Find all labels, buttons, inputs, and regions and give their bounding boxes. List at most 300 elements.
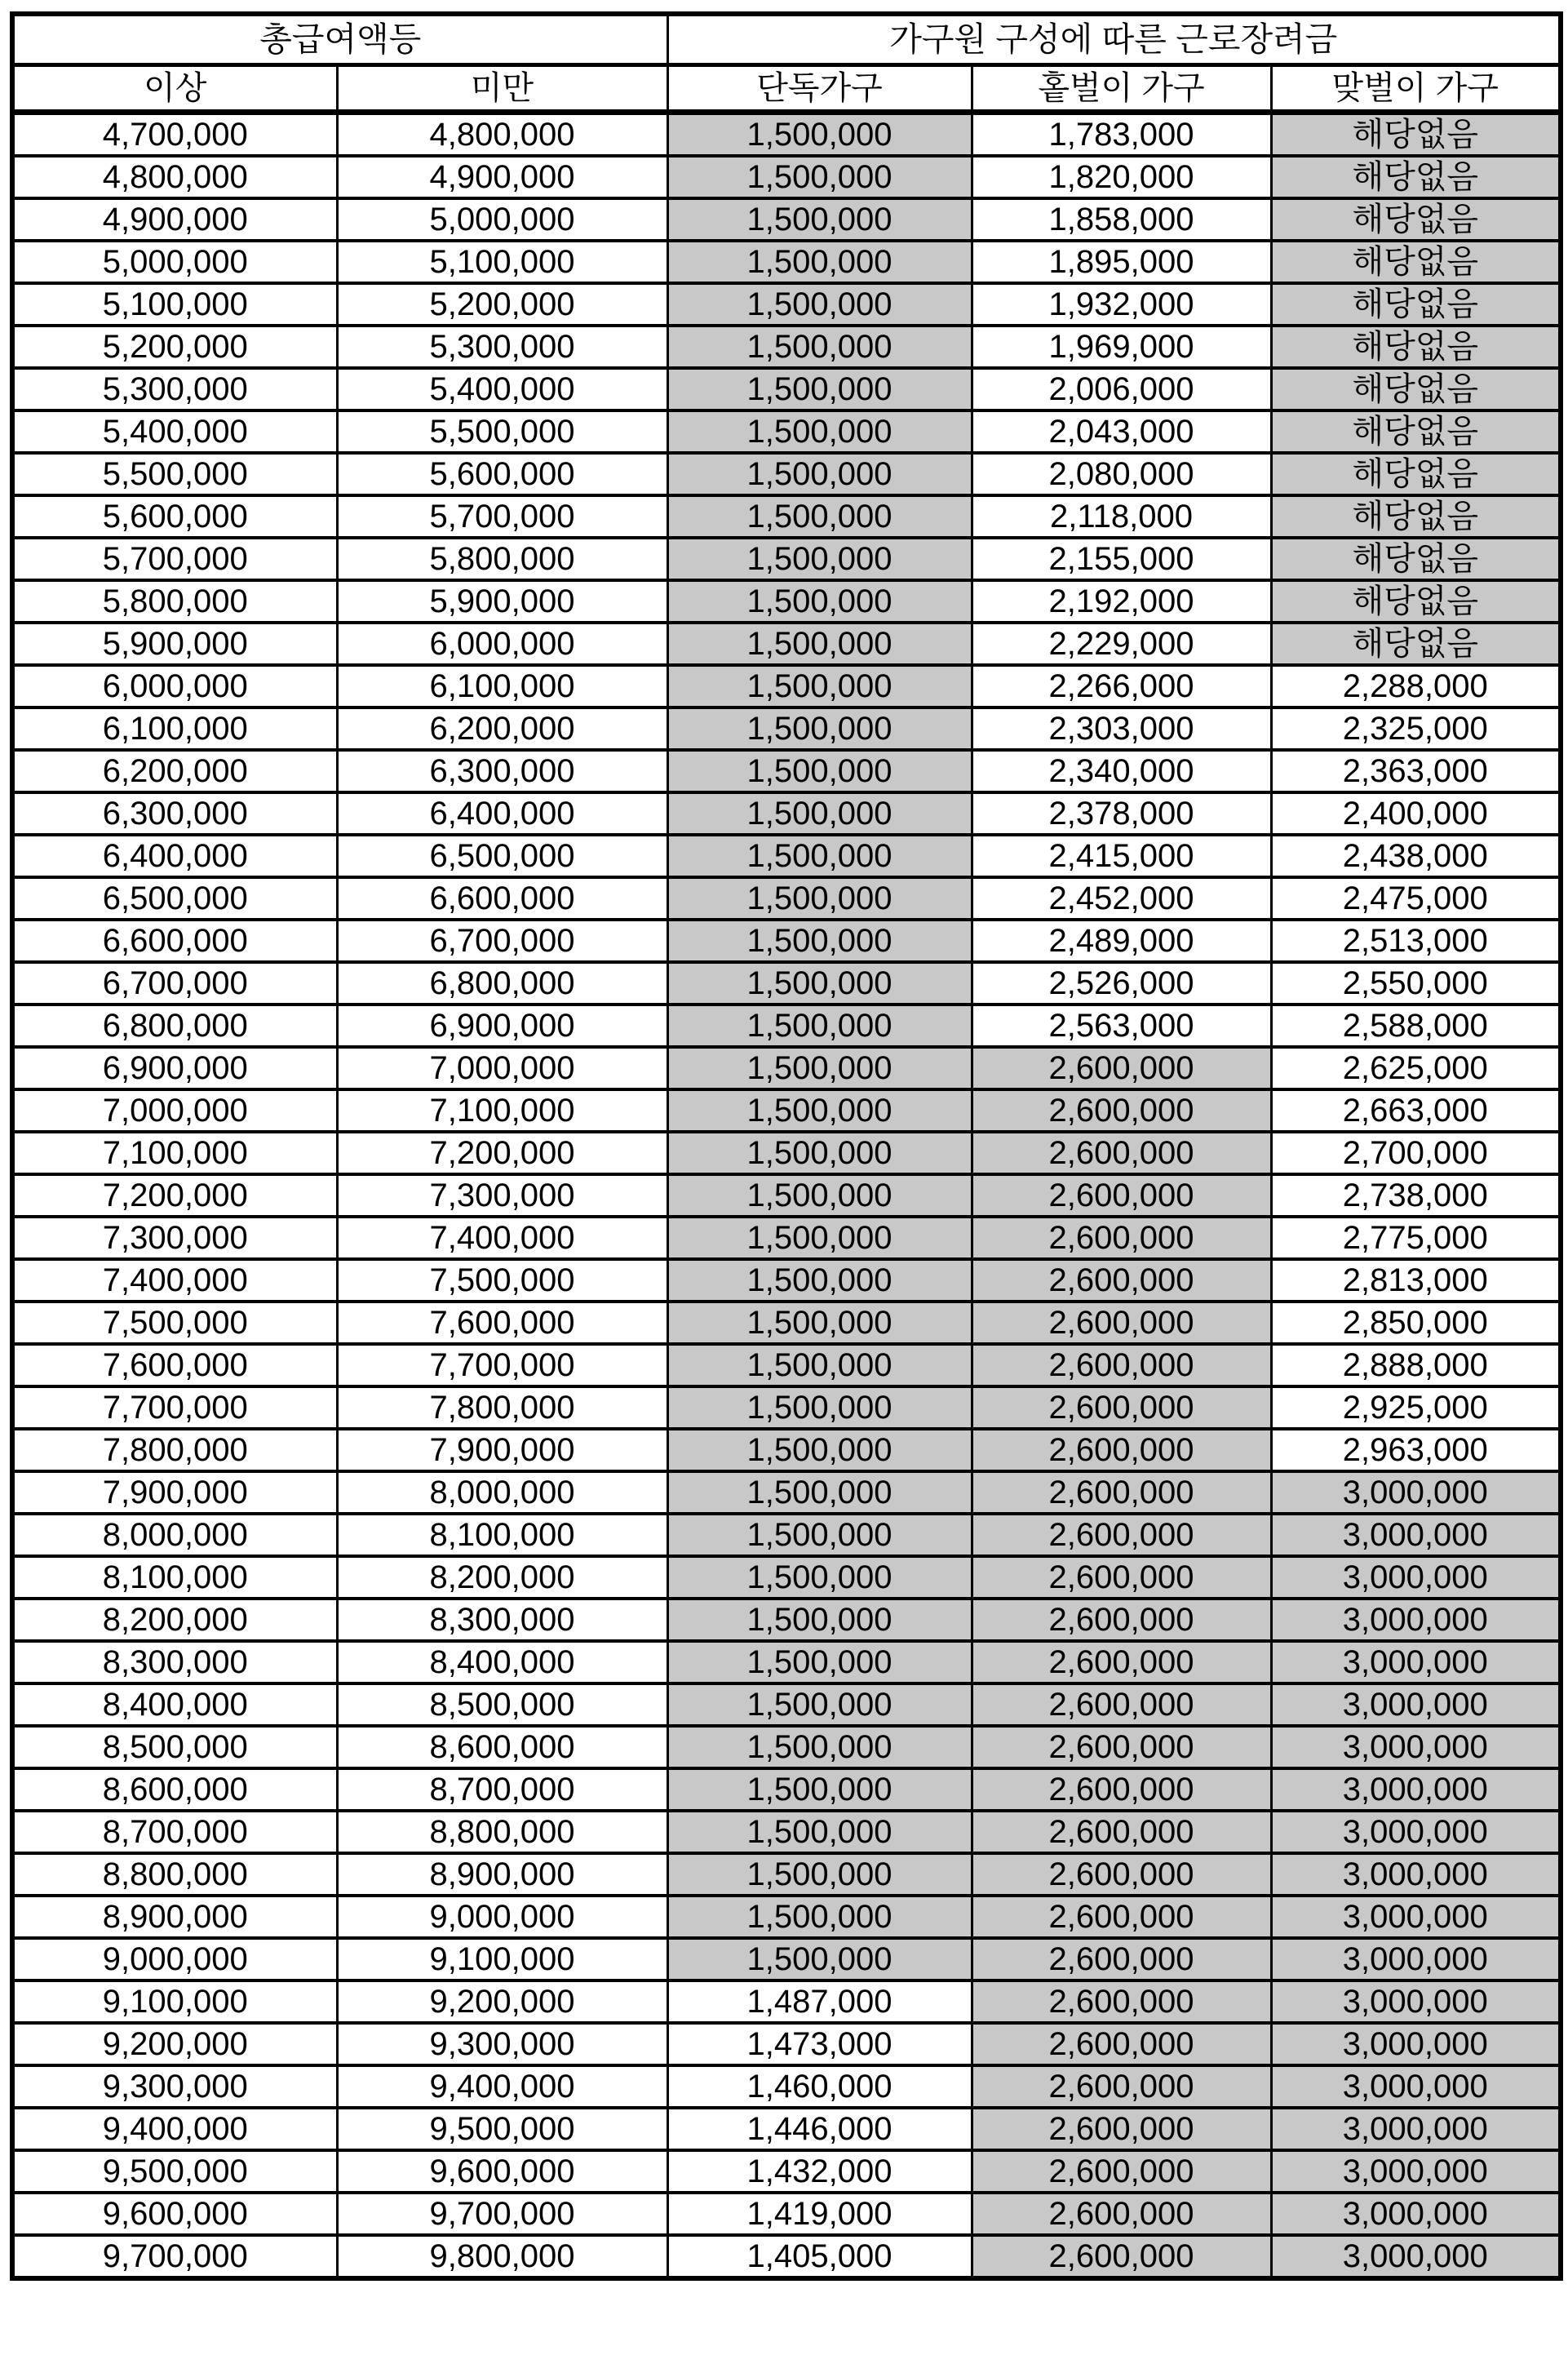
table-row [12, 1811, 1561, 1853]
cell-single-household: 1,500,000 [667, 1683, 972, 1726]
cell-dual-earner-household: 3,000,000 [1271, 1556, 1561, 1599]
table-row [12, 1132, 1561, 1174]
cell-income-min: 9,600,000 [12, 2193, 337, 2235]
cell-dual-earner-household: 2,738,000 [1271, 1174, 1561, 1217]
cell-dual-earner-household: 2,325,000 [1271, 707, 1561, 750]
cell-single-household: 1,500,000 [667, 835, 972, 877]
cell-dual-earner-household: 2,438,000 [1271, 835, 1561, 877]
table-row [12, 368, 1561, 410]
cell-single-earner-household: 1,969,000 [972, 326, 1271, 368]
cell-single-household: 1,419,000 [667, 2193, 972, 2235]
cell-single-earner-household: 2,600,000 [972, 2150, 1271, 2193]
cell-single-earner-household: 2,452,000 [972, 877, 1271, 920]
cell-single-household: 1,500,000 [667, 580, 972, 623]
cell-single-earner-household: 2,600,000 [972, 1599, 1271, 1641]
cell-single-earner-household: 2,006,000 [972, 368, 1271, 410]
column-header-income-min: 이상 [12, 65, 337, 113]
table-row [12, 1471, 1561, 1514]
cell-income-max: 7,400,000 [337, 1217, 667, 1259]
cell-income-max: 5,800,000 [337, 538, 667, 580]
table-row [12, 1217, 1561, 1259]
cell-single-earner-household: 2,600,000 [972, 2235, 1271, 2278]
cell-dual-earner-household: 3,000,000 [1271, 2065, 1561, 2108]
cell-income-max: 5,900,000 [337, 580, 667, 623]
cell-income-min: 5,900,000 [12, 623, 337, 665]
cell-income-max: 8,400,000 [337, 1641, 667, 1683]
table-row [12, 198, 1561, 241]
cell-single-earner-household: 2,600,000 [972, 1683, 1271, 1726]
cell-dual-earner-household: 2,888,000 [1271, 1344, 1561, 1386]
cell-income-max: 7,900,000 [337, 1429, 667, 1471]
cell-single-earner-household: 2,600,000 [972, 1726, 1271, 1768]
table-row [12, 792, 1561, 835]
column-header-dual-earner-household: 맞벌이 가구 [1271, 65, 1561, 113]
table-row [12, 665, 1561, 707]
cell-income-max: 5,600,000 [337, 453, 667, 495]
cell-income-min: 8,900,000 [12, 1896, 337, 1938]
cell-dual-earner-household: 해당없음 [1271, 198, 1561, 241]
cell-single-household: 1,500,000 [667, 665, 972, 707]
cell-income-max: 8,900,000 [337, 1853, 667, 1896]
cell-income-min: 7,600,000 [12, 1344, 337, 1386]
cell-dual-earner-household: 3,000,000 [1271, 2235, 1561, 2278]
cell-dual-earner-household: 해당없음 [1271, 580, 1561, 623]
cell-income-min: 7,800,000 [12, 1429, 337, 1471]
cell-dual-earner-household: 3,000,000 [1271, 1768, 1561, 1811]
cell-dual-earner-household: 3,000,000 [1271, 1938, 1561, 1980]
cell-income-max: 9,700,000 [337, 2193, 667, 2235]
cell-income-max: 4,900,000 [337, 156, 667, 198]
cell-income-min: 4,700,000 [12, 113, 337, 157]
cell-income-max: 8,600,000 [337, 1726, 667, 1768]
cell-single-earner-household: 2,600,000 [972, 2065, 1271, 2108]
cell-dual-earner-household: 2,700,000 [1271, 1132, 1561, 1174]
cell-dual-earner-household: 2,813,000 [1271, 1259, 1561, 1302]
cell-single-household: 1,500,000 [667, 1429, 972, 1471]
cell-single-earner-household: 2,600,000 [972, 1174, 1271, 1217]
table-row [12, 1514, 1561, 1556]
cell-income-max: 9,000,000 [337, 1896, 667, 1938]
cell-dual-earner-household: 3,000,000 [1271, 1683, 1561, 1726]
table-row [12, 1853, 1561, 1896]
cell-dual-earner-household: 2,775,000 [1271, 1217, 1561, 1259]
cell-income-max: 4,800,000 [337, 113, 667, 157]
cell-income-max: 9,200,000 [337, 1980, 667, 2023]
cell-income-min: 5,500,000 [12, 453, 337, 495]
cell-single-household: 1,500,000 [667, 1514, 972, 1556]
cell-income-min: 7,300,000 [12, 1217, 337, 1259]
table-row [12, 877, 1561, 920]
cell-dual-earner-household: 3,000,000 [1271, 1980, 1561, 2023]
cell-single-earner-household: 2,043,000 [972, 410, 1271, 453]
cell-single-earner-household: 2,489,000 [972, 920, 1271, 962]
cell-single-earner-household: 2,600,000 [972, 1047, 1271, 1089]
table-row [12, 962, 1561, 1005]
cell-income-min: 5,600,000 [12, 495, 337, 538]
cell-single-earner-household: 1,783,000 [972, 113, 1271, 157]
cell-income-min: 6,100,000 [12, 707, 337, 750]
table-row [12, 326, 1561, 368]
cell-dual-earner-household: 해당없음 [1271, 538, 1561, 580]
cell-single-household: 1,500,000 [667, 877, 972, 920]
cell-income-min: 6,200,000 [12, 750, 337, 792]
cell-income-min: 8,500,000 [12, 1726, 337, 1768]
table-row [12, 156, 1561, 198]
cell-single-earner-household: 2,600,000 [972, 1344, 1271, 1386]
table-row [12, 1386, 1561, 1429]
document-page [0, 11, 1568, 2364]
cell-single-earner-household: 2,600,000 [972, 1853, 1271, 1896]
table-row [12, 750, 1561, 792]
cell-single-household: 1,500,000 [667, 283, 972, 326]
table-row [12, 1344, 1561, 1386]
cell-single-household: 1,500,000 [667, 1047, 972, 1089]
cell-income-min: 5,700,000 [12, 538, 337, 580]
table-row [12, 1047, 1561, 1089]
cell-single-earner-household: 2,600,000 [972, 1896, 1271, 1938]
table-row [12, 1599, 1561, 1641]
cell-single-earner-household: 2,600,000 [972, 2023, 1271, 2065]
cell-income-max: 9,400,000 [337, 2065, 667, 2108]
cell-income-max: 6,100,000 [337, 665, 667, 707]
cell-income-min: 7,000,000 [12, 1089, 337, 1132]
table-row [12, 538, 1561, 580]
cell-income-min: 9,100,000 [12, 1980, 337, 2023]
cell-income-max: 5,700,000 [337, 495, 667, 538]
cell-single-household: 1,405,000 [667, 2235, 972, 2278]
cell-dual-earner-household: 2,513,000 [1271, 920, 1561, 962]
header-total-income-group: 총급여액등 [12, 14, 667, 65]
table-row [12, 2235, 1561, 2278]
table-row [12, 113, 1561, 157]
table-row [12, 1089, 1561, 1132]
cell-dual-earner-household: 3,000,000 [1271, 1896, 1561, 1938]
table-row [12, 2065, 1561, 2108]
cell-dual-earner-household: 해당없음 [1271, 241, 1561, 283]
cell-income-max: 6,400,000 [337, 792, 667, 835]
cell-income-max: 6,700,000 [337, 920, 667, 962]
cell-dual-earner-household: 해당없음 [1271, 368, 1561, 410]
cell-single-household: 1,500,000 [667, 241, 972, 283]
cell-single-household: 1,500,000 [667, 156, 972, 198]
cell-income-min: 6,800,000 [12, 1005, 337, 1047]
cell-single-earner-household: 2,563,000 [972, 1005, 1271, 1047]
cell-income-min: 7,200,000 [12, 1174, 337, 1217]
table-row [12, 2193, 1561, 2235]
table-header [12, 14, 1561, 113]
cell-income-max: 7,800,000 [337, 1386, 667, 1429]
cell-single-earner-household: 2,080,000 [972, 453, 1271, 495]
cell-dual-earner-household: 2,363,000 [1271, 750, 1561, 792]
cell-single-household: 1,500,000 [667, 1089, 972, 1132]
cell-income-min: 9,000,000 [12, 1938, 337, 1980]
cell-single-household: 1,432,000 [667, 2150, 972, 2193]
cell-income-max: 7,000,000 [337, 1047, 667, 1089]
cell-income-max: 6,200,000 [337, 707, 667, 750]
cell-single-earner-household: 2,600,000 [972, 1259, 1271, 1302]
cell-dual-earner-household: 2,663,000 [1271, 1089, 1561, 1132]
cell-single-household: 1,500,000 [667, 1896, 972, 1938]
cell-single-earner-household: 2,600,000 [972, 1556, 1271, 1599]
cell-income-max: 8,100,000 [337, 1514, 667, 1556]
cell-single-household: 1,500,000 [667, 792, 972, 835]
cell-income-min: 9,700,000 [12, 2235, 337, 2278]
cell-income-min: 7,500,000 [12, 1302, 337, 1344]
cell-single-household: 1,500,000 [667, 326, 972, 368]
table-row [12, 2108, 1561, 2150]
cell-income-max: 6,000,000 [337, 623, 667, 665]
cell-dual-earner-household: 3,000,000 [1271, 1471, 1561, 1514]
cell-income-max: 9,500,000 [337, 2108, 667, 2150]
cell-single-household: 1,460,000 [667, 2065, 972, 2108]
table-row [12, 1896, 1561, 1938]
cell-dual-earner-household: 3,000,000 [1271, 2193, 1561, 2235]
header-credit-by-household-group: 가구원 구성에 따른 근로장려금 [667, 14, 1561, 65]
cell-single-earner-household: 2,266,000 [972, 665, 1271, 707]
cell-single-earner-household: 2,415,000 [972, 835, 1271, 877]
cell-income-max: 8,200,000 [337, 1556, 667, 1599]
cell-dual-earner-household: 3,000,000 [1271, 1514, 1561, 1556]
cell-dual-earner-household: 2,588,000 [1271, 1005, 1561, 1047]
cell-single-earner-household: 2,600,000 [972, 1386, 1271, 1429]
cell-income-max: 5,000,000 [337, 198, 667, 241]
cell-single-earner-household: 2,600,000 [972, 1768, 1271, 1811]
cell-income-max: 6,600,000 [337, 877, 667, 920]
cell-income-min: 6,700,000 [12, 962, 337, 1005]
cell-single-household: 1,500,000 [667, 920, 972, 962]
cell-income-max: 6,900,000 [337, 1005, 667, 1047]
table-row [12, 835, 1561, 877]
cell-dual-earner-household: 2,850,000 [1271, 1302, 1561, 1344]
cell-income-min: 8,100,000 [12, 1556, 337, 1599]
cell-income-max: 8,800,000 [337, 1811, 667, 1853]
cell-income-min: 8,400,000 [12, 1683, 337, 1726]
cell-income-min: 6,600,000 [12, 920, 337, 962]
cell-dual-earner-household: 해당없음 [1271, 410, 1561, 453]
cell-dual-earner-household: 2,963,000 [1271, 1429, 1561, 1471]
cell-income-min: 6,900,000 [12, 1047, 337, 1089]
cell-income-min: 7,700,000 [12, 1386, 337, 1429]
cell-income-min: 5,300,000 [12, 368, 337, 410]
cell-income-max: 8,300,000 [337, 1599, 667, 1641]
cell-single-household: 1,500,000 [667, 1641, 972, 1683]
cell-single-household: 1,500,000 [667, 453, 972, 495]
eitc-payment-table [10, 11, 1563, 2281]
cell-income-min: 6,000,000 [12, 665, 337, 707]
table-row [12, 1302, 1561, 1344]
cell-dual-earner-household: 3,000,000 [1271, 1811, 1561, 1853]
cell-income-min: 7,900,000 [12, 1471, 337, 1514]
cell-income-max: 7,700,000 [337, 1344, 667, 1386]
cell-single-household: 1,500,000 [667, 1726, 972, 1768]
cell-income-min: 8,600,000 [12, 1768, 337, 1811]
cell-single-household: 1,500,000 [667, 1217, 972, 1259]
cell-income-max: 7,100,000 [337, 1089, 667, 1132]
table-row [12, 1174, 1561, 1217]
cell-single-earner-household: 2,600,000 [972, 1471, 1271, 1514]
cell-income-max: 9,100,000 [337, 1938, 667, 1980]
cell-single-earner-household: 2,600,000 [972, 1302, 1271, 1344]
cell-single-household: 1,500,000 [667, 1302, 972, 1344]
table-row [12, 283, 1561, 326]
table-row [12, 920, 1561, 962]
cell-single-earner-household: 2,600,000 [972, 2193, 1271, 2235]
cell-single-earner-household: 2,600,000 [972, 1811, 1271, 1853]
table-row [12, 1683, 1561, 1726]
cell-single-household: 1,500,000 [667, 1853, 972, 1896]
cell-single-household: 1,500,000 [667, 1768, 972, 1811]
column-header-single-earner-household: 홑벌이 가구 [972, 65, 1271, 113]
cell-dual-earner-household: 해당없음 [1271, 283, 1561, 326]
cell-single-household: 1,473,000 [667, 2023, 972, 2065]
cell-single-household: 1,500,000 [667, 750, 972, 792]
cell-single-earner-household: 2,600,000 [972, 1980, 1271, 2023]
cell-single-earner-household: 2,600,000 [972, 1429, 1271, 1471]
cell-income-min: 5,000,000 [12, 241, 337, 283]
cell-single-earner-household: 2,192,000 [972, 580, 1271, 623]
cell-income-max: 5,500,000 [337, 410, 667, 453]
header-columns-row [12, 65, 1561, 113]
table-row [12, 1259, 1561, 1302]
cell-income-min: 8,000,000 [12, 1514, 337, 1556]
cell-single-earner-household: 2,118,000 [972, 495, 1271, 538]
cell-single-earner-household: 2,340,000 [972, 750, 1271, 792]
cell-income-min: 7,400,000 [12, 1259, 337, 1302]
cell-income-max: 8,500,000 [337, 1683, 667, 1726]
cell-income-min: 5,200,000 [12, 326, 337, 368]
cell-single-household: 1,500,000 [667, 1471, 972, 1514]
cell-income-min: 9,400,000 [12, 2108, 337, 2150]
cell-single-household: 1,500,000 [667, 623, 972, 665]
cell-single-household: 1,500,000 [667, 1938, 972, 1980]
cell-dual-earner-household: 2,625,000 [1271, 1047, 1561, 1089]
cell-single-household: 1,500,000 [667, 198, 972, 241]
table-row [12, 707, 1561, 750]
table-row [12, 2150, 1561, 2193]
cell-income-min: 4,800,000 [12, 156, 337, 198]
cell-single-earner-household: 2,526,000 [972, 962, 1271, 1005]
cell-single-earner-household: 2,600,000 [972, 1938, 1271, 1980]
cell-single-earner-household: 2,229,000 [972, 623, 1271, 665]
cell-income-max: 5,400,000 [337, 368, 667, 410]
cell-dual-earner-household: 2,925,000 [1271, 1386, 1561, 1429]
cell-single-household: 1,446,000 [667, 2108, 972, 2150]
cell-single-household: 1,500,000 [667, 538, 972, 580]
cell-income-max: 6,300,000 [337, 750, 667, 792]
cell-single-household: 1,500,000 [667, 1556, 972, 1599]
header-group-row [12, 14, 1561, 65]
cell-single-earner-household: 2,600,000 [972, 1089, 1271, 1132]
cell-dual-earner-household: 3,000,000 [1271, 2108, 1561, 2150]
cell-single-earner-household: 2,600,000 [972, 1217, 1271, 1259]
cell-income-max: 5,100,000 [337, 241, 667, 283]
cell-single-earner-household: 2,600,000 [972, 1514, 1271, 1556]
cell-single-earner-household: 1,858,000 [972, 198, 1271, 241]
cell-income-max: 6,500,000 [337, 835, 667, 877]
cell-income-max: 9,800,000 [337, 2235, 667, 2278]
cell-income-max: 9,600,000 [337, 2150, 667, 2193]
cell-dual-earner-household: 해당없음 [1271, 326, 1561, 368]
cell-single-earner-household: 1,820,000 [972, 156, 1271, 198]
table-row [12, 1726, 1561, 1768]
cell-dual-earner-household: 3,000,000 [1271, 2023, 1561, 2065]
table-row [12, 1556, 1561, 1599]
table-row [12, 580, 1561, 623]
cell-income-max: 8,000,000 [337, 1471, 667, 1514]
cell-income-min: 5,100,000 [12, 283, 337, 326]
cell-income-min: 9,200,000 [12, 2023, 337, 2065]
cell-single-earner-household: 1,932,000 [972, 283, 1271, 326]
cell-dual-earner-household: 3,000,000 [1271, 1599, 1561, 1641]
cell-dual-earner-household: 3,000,000 [1271, 2150, 1561, 2193]
cell-single-household: 1,500,000 [667, 1259, 972, 1302]
cell-income-max: 5,300,000 [337, 326, 667, 368]
cell-dual-earner-household: 해당없음 [1271, 156, 1561, 198]
cell-income-min: 8,300,000 [12, 1641, 337, 1683]
table-row [12, 1429, 1561, 1471]
table-row [12, 241, 1561, 283]
cell-income-min: 4,900,000 [12, 198, 337, 241]
cell-single-household: 1,500,000 [667, 410, 972, 453]
cell-dual-earner-household: 2,475,000 [1271, 877, 1561, 920]
cell-single-earner-household: 2,378,000 [972, 792, 1271, 835]
cell-income-max: 5,200,000 [337, 283, 667, 326]
table-row [12, 1768, 1561, 1811]
table-row [12, 623, 1561, 665]
cell-income-min: 8,200,000 [12, 1599, 337, 1641]
table-row [12, 410, 1561, 453]
column-header-single-household: 단독가구 [667, 65, 972, 113]
cell-income-min: 8,700,000 [12, 1811, 337, 1853]
table-row [12, 1980, 1561, 2023]
cell-single-household: 1,500,000 [667, 1386, 972, 1429]
cell-single-household: 1,500,000 [667, 368, 972, 410]
cell-income-max: 7,600,000 [337, 1302, 667, 1344]
cell-single-earner-household: 2,155,000 [972, 538, 1271, 580]
table-row [12, 1641, 1561, 1683]
cell-dual-earner-household: 해당없음 [1271, 113, 1561, 157]
cell-single-household: 1,487,000 [667, 1980, 972, 2023]
cell-dual-earner-household: 3,000,000 [1271, 1726, 1561, 1768]
column-header-income-max: 미만 [337, 65, 667, 113]
table-row [12, 495, 1561, 538]
table-body [12, 113, 1561, 2279]
cell-single-earner-household: 2,600,000 [972, 2108, 1271, 2150]
cell-dual-earner-household: 2,400,000 [1271, 792, 1561, 835]
cell-single-household: 1,500,000 [667, 1599, 972, 1641]
cell-income-min: 5,800,000 [12, 580, 337, 623]
cell-single-household: 1,500,000 [667, 1005, 972, 1047]
cell-dual-earner-household: 해당없음 [1271, 495, 1561, 538]
cell-income-min: 8,800,000 [12, 1853, 337, 1896]
cell-dual-earner-household: 3,000,000 [1271, 1853, 1561, 1896]
cell-dual-earner-household: 해당없음 [1271, 453, 1561, 495]
cell-single-earner-household: 2,303,000 [972, 707, 1271, 750]
cell-income-max: 7,500,000 [337, 1259, 667, 1302]
cell-single-household: 1,500,000 [667, 1811, 972, 1853]
table-row [12, 1938, 1561, 1980]
table-row [12, 2023, 1561, 2065]
table-row [12, 1005, 1561, 1047]
cell-single-earner-household: 2,600,000 [972, 1132, 1271, 1174]
cell-single-household: 1,500,000 [667, 1132, 972, 1174]
cell-income-min: 9,500,000 [12, 2150, 337, 2193]
cell-single-household: 1,500,000 [667, 707, 972, 750]
cell-dual-earner-household: 해당없음 [1271, 623, 1561, 665]
cell-single-earner-household: 1,895,000 [972, 241, 1271, 283]
cell-income-max: 6,800,000 [337, 962, 667, 1005]
cell-income-max: 8,700,000 [337, 1768, 667, 1811]
